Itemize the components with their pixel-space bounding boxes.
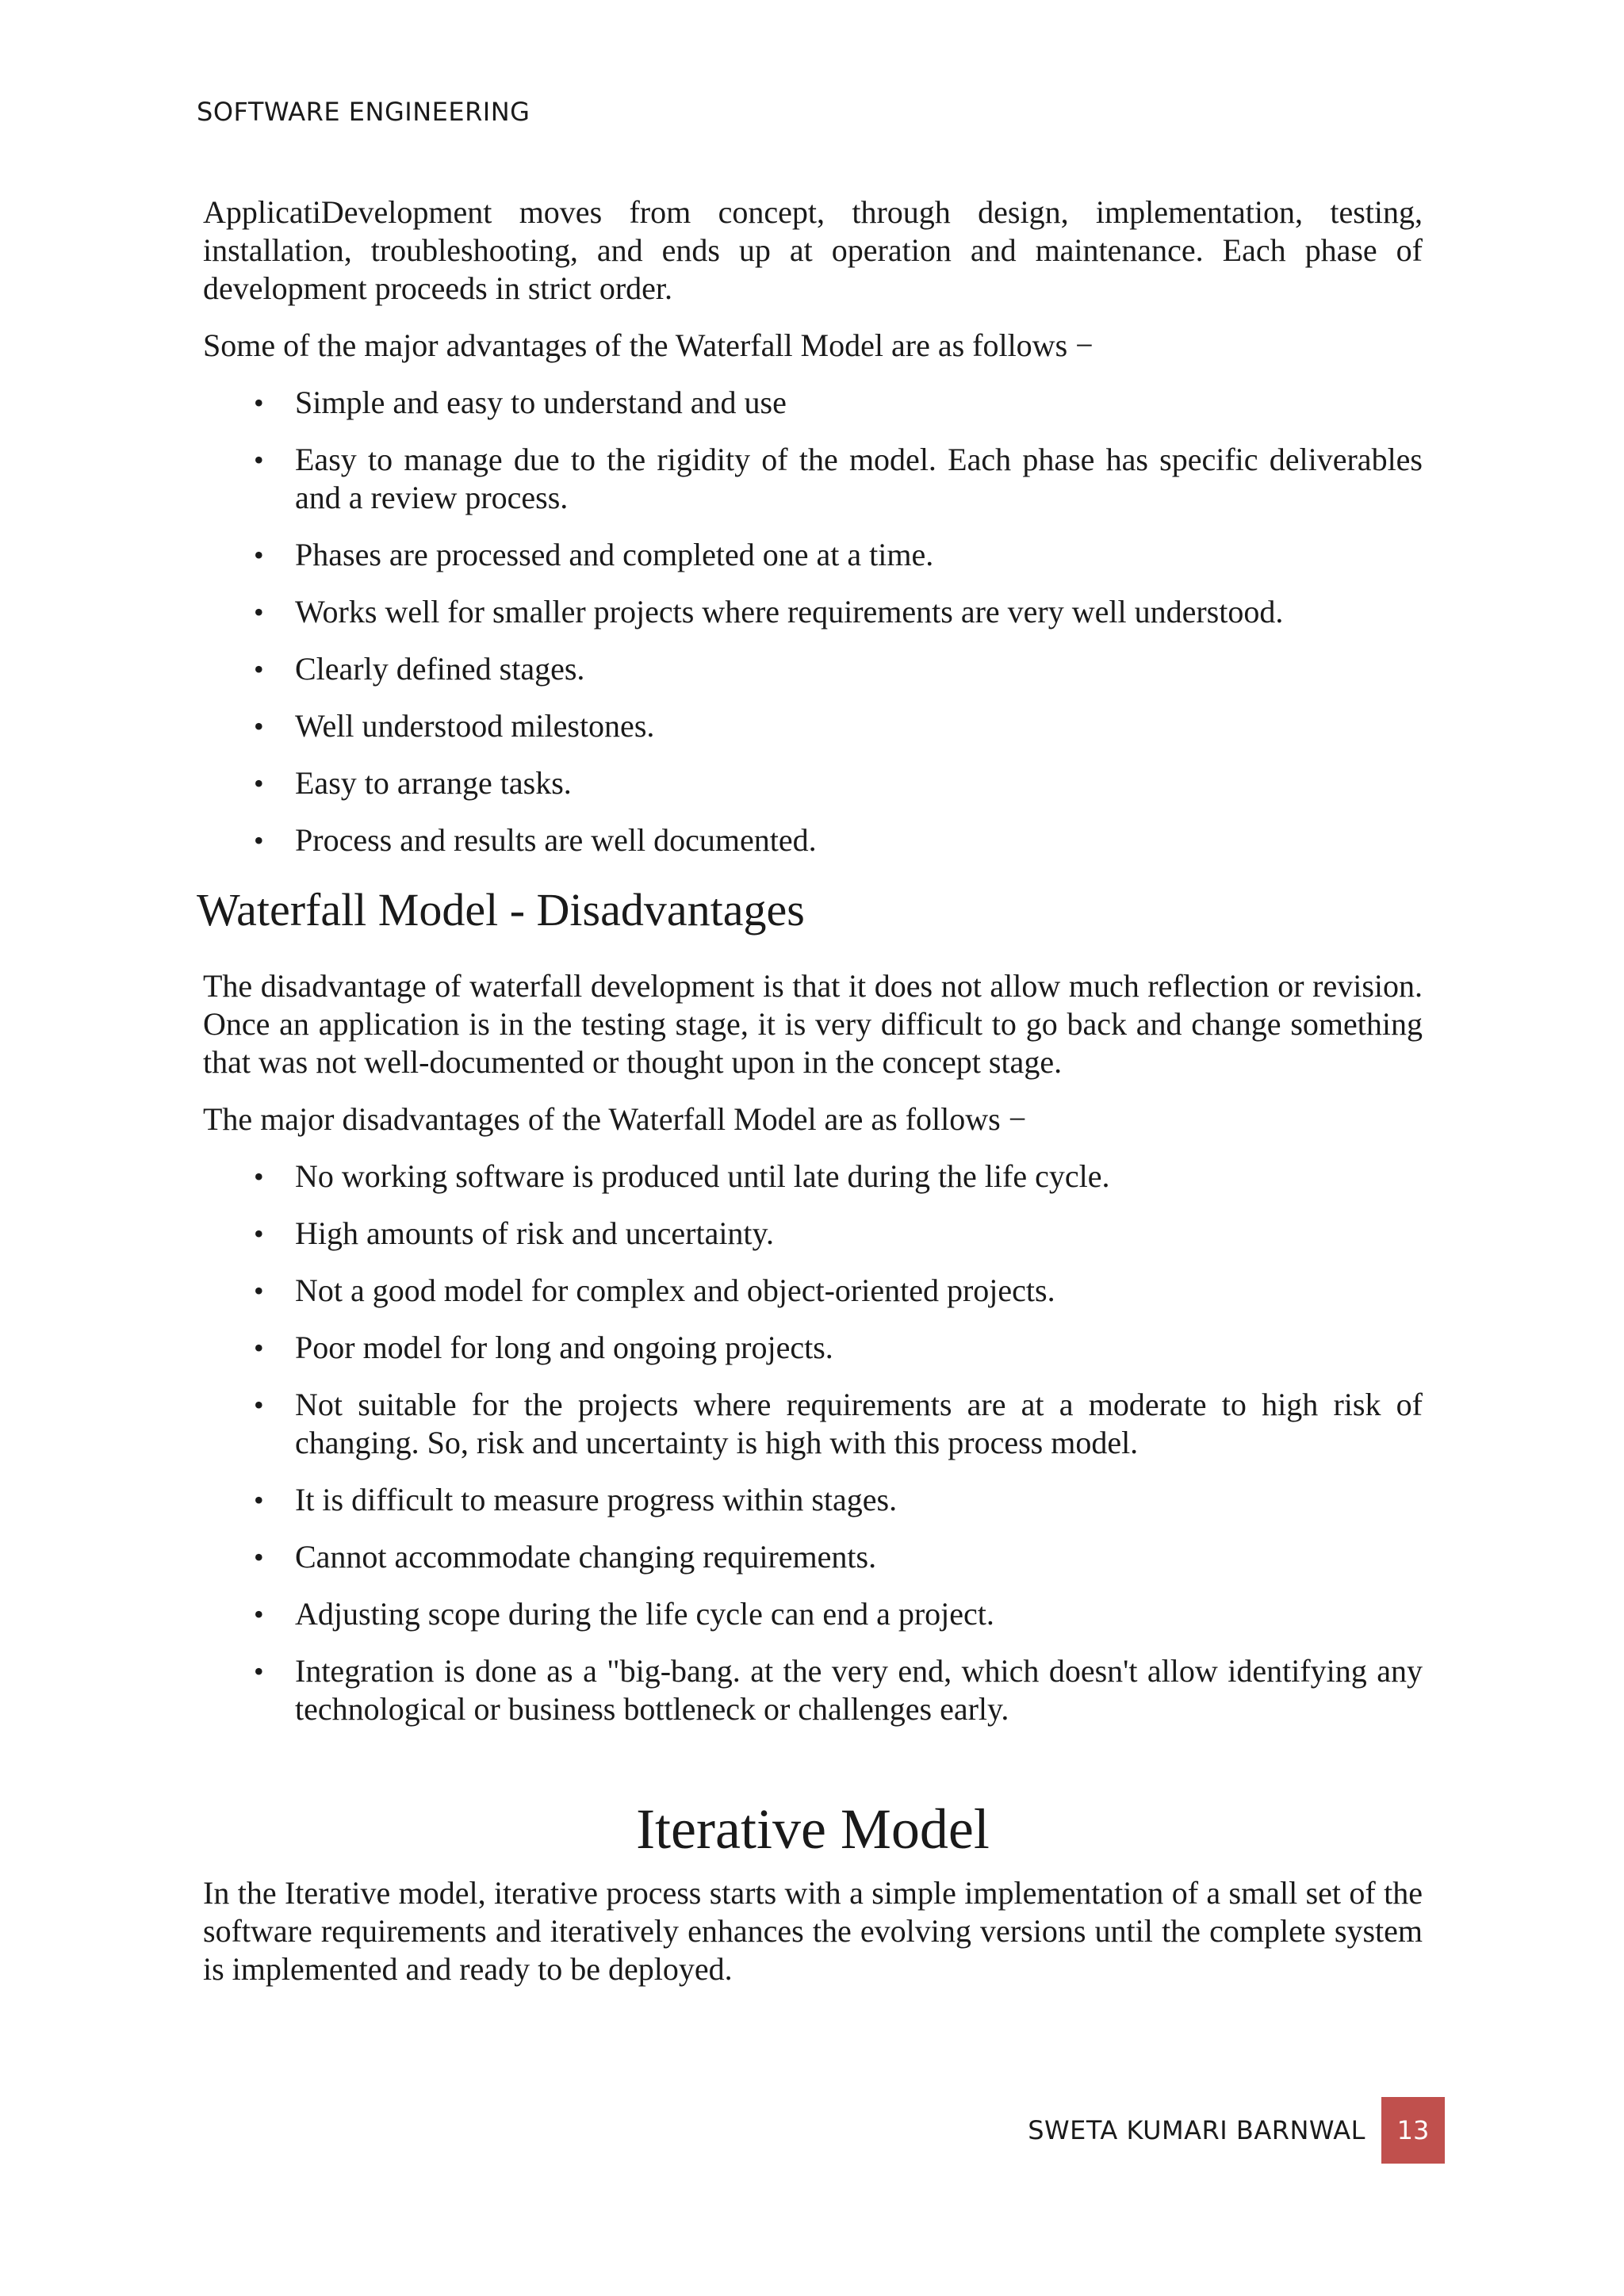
list-item: • Process and results are well documented. [295, 821, 1423, 859]
list-item: • Easy to arrange tasks. [295, 764, 1423, 802]
list-item: • Not suitable for the projects where requirements are at a moderate to high risk of changing. So, risk and uncertainty is high with this process model. [295, 1386, 1423, 1462]
list-item: • Not a good model for complex and object-oriented projects. [295, 1272, 1423, 1310]
advantages-lead: Some of the major advantages of the Waterfall Model are as follows − [203, 327, 1094, 363]
running-header: SOFTWARE ENGINEERING [197, 97, 530, 127]
disadvantages-paragraph: The disadvantage of waterfall development is that it does not allow much reflection or revision. Once an application is in the testing stage, it is very difficult to go back and change something that was not well-documented or thought upon in the concept stage. [203, 968, 1423, 1080]
list-item: • Works well for smaller projects where requirements are very well understood. [295, 593, 1423, 631]
advantages-list [203, 384, 1423, 859]
disadvantages-lead: The major disadvantages of the Waterfall Model are as follows − [203, 1101, 1027, 1137]
list-item: • Easy to manage due to the rigidity of the model. Each phase has specific deliverables and a review process. [295, 441, 1423, 517]
page-number-badge: 13 [1381, 2097, 1445, 2164]
chapter-title-iterative-model: Iterative Model [636, 1797, 990, 1861]
list-item: • Simple and easy to understand and use [295, 384, 1423, 422]
list-item: • No working software is produced until late during the life cycle. [295, 1158, 1423, 1196]
list-item: • Integration is done as a "big-bang. at the very end, which doesn't allow identifying any technological or business bottleneck or challenges early. [295, 1652, 1423, 1728]
list-item: • Clearly defined stages. [295, 650, 1423, 688]
list-item: • Cannot accommodate changing requirements. [295, 1538, 1423, 1576]
page-footer [1028, 2097, 1445, 2164]
section-heading-disadvantages: Waterfall Model - Disadvantages [197, 884, 805, 936]
list-item: • Well understood milestones. [295, 707, 1423, 745]
intro-paragraph: ApplicatiDevelopment moves from concept, through design, implementation, testing, installation, troubleshooting, and ends up at operation and maintenance. Each phase of development proceeds in strict order. [203, 194, 1423, 306]
list-item: • Adjusting scope during the life cycle can end a project. [295, 1595, 1423, 1633]
list-item: • High amounts of risk and uncertainty. [295, 1215, 1423, 1253]
list-item: • It is difficult to measure progress within stages. [295, 1481, 1423, 1519]
iterative-paragraph: In the Iterative model, iterative process starts with a simple implementation of a small set of the software requirements and iteratively enhances the evolving versions until the complete system is implemented and ready to be deployed. [203, 1875, 1423, 1987]
footer-author: SWETA KUMARI BARNWAL [1028, 2115, 1365, 2145]
list-item: • Poor model for long and ongoing projects. [295, 1329, 1423, 1367]
disadvantages-list [203, 1158, 1423, 1728]
list-item: • Phases are processed and completed one at a time. [295, 536, 1423, 574]
page-body [197, 193, 1423, 2007]
